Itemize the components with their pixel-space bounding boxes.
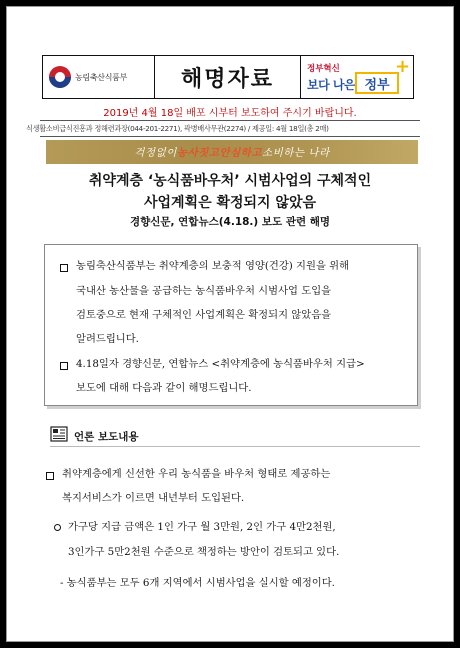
plus-icon: + bbox=[395, 56, 411, 77]
press-item-line: 가구당 지급 금액은 1인 가구 월 3만원, 2인 가구 4만2천원, bbox=[68, 521, 336, 533]
gov-box bbox=[355, 72, 399, 94]
headline-line-2: 사업계획은 확정되지 않았음 bbox=[143, 195, 317, 211]
square-bullet-icon bbox=[60, 264, 68, 272]
circle-bullet-icon bbox=[54, 524, 61, 531]
document-title: 해명자료 bbox=[180, 66, 274, 92]
headline-line-1: 취약계층 ‘농식품바우처’ 시범사업의 구체적인 bbox=[88, 173, 372, 189]
gov-box-label: 정부 bbox=[364, 77, 390, 93]
slogan-part: 소비하는 나라 bbox=[262, 146, 330, 159]
section-title: 언론 보도내용 bbox=[74, 431, 139, 443]
summary-para-line: 국내산 농산물을 공급하는 농식품바우처 시범사업 도입을 bbox=[76, 285, 332, 297]
press-item-line: 3인가구 5만2천원 수준으로 책정하는 방안이 검토되고 있다. bbox=[68, 546, 340, 558]
press-item-line: - 농식품부는 모두 6개 지역에서 시범사업을 실시할 예정이다. bbox=[60, 577, 335, 589]
government-emblem-icon bbox=[49, 66, 71, 88]
slogan-highlight: 농사짓고 bbox=[176, 146, 220, 159]
release-note: 2019년 4월 18일 배포 시부터 보도하여 주시기 바랍니다. bbox=[103, 108, 357, 119]
summary-para-line: 농림축산식품부는 취약계층의 보충적 영양(건강) 지원을 위해 bbox=[76, 260, 350, 272]
slogan-part: 걱정없이 bbox=[134, 146, 177, 159]
document-header bbox=[42, 55, 414, 99]
slogan-banner bbox=[46, 140, 418, 164]
gov-innovation-label: 정부혁신 bbox=[307, 64, 340, 74]
ministry-logo bbox=[43, 56, 155, 98]
ministry-name: 농림축산식품부 bbox=[75, 72, 127, 82]
square-bullet-icon bbox=[60, 362, 68, 370]
contact-info: 식생활소비급식진흥과 정해련과장(044-201-2271), 곽병배사무관(2274) / 제공일: 4월 18일(총 2매) bbox=[26, 124, 329, 133]
government-innovation-logo bbox=[301, 56, 413, 98]
divider bbox=[40, 120, 420, 121]
square-bullet-icon bbox=[46, 472, 54, 480]
headline-subtitle: 경향신문, 연합뉴스(4.18.) 보도 관련 해명 bbox=[129, 216, 331, 228]
divider bbox=[40, 136, 420, 137]
summary-para-line: 보도에 대해 다음과 같이 해명드립니다. bbox=[76, 382, 252, 394]
summary-para-line: 4.18일자 경향신문, 연합뉴스 <취약계층에 농식품바우처 지급> bbox=[76, 358, 365, 370]
slogan-highlight: 안심하고 bbox=[219, 146, 263, 159]
press-item-line: 복지서비스가 이르면 내년부터 도입된다. bbox=[62, 492, 245, 504]
gov-better-label: 보다 나은 bbox=[307, 78, 356, 92]
newspaper-icon bbox=[50, 425, 70, 443]
summary-para-line: 검토중으로 현재 구체적인 사업계획은 확정되지 않았음을 bbox=[76, 309, 332, 321]
press-item-line: 취약계층에게 신선한 우리 농식품을 바우처 형태로 제공하는 bbox=[62, 468, 331, 480]
divider bbox=[50, 446, 420, 447]
summary-para-line: 알려드립니다. bbox=[76, 333, 139, 345]
